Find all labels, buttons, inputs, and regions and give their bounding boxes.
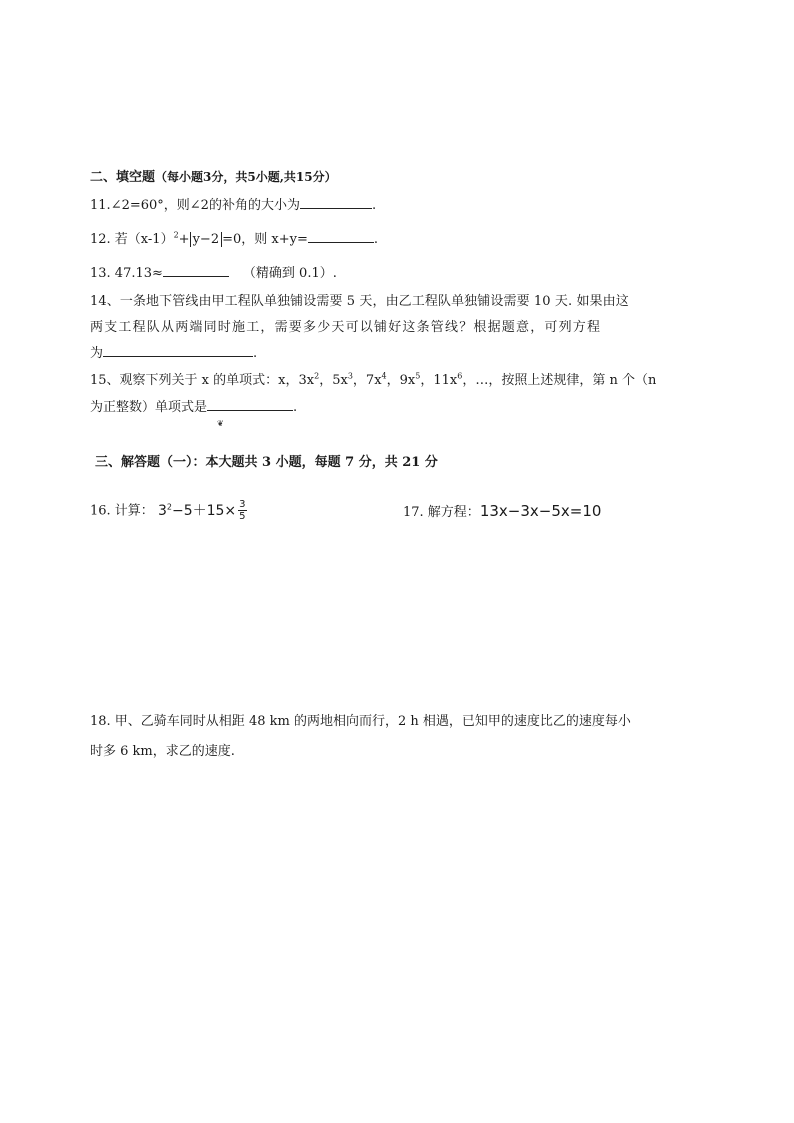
q17-label: 17. 解方程：	[403, 505, 480, 520]
question-12	[90, 228, 378, 247]
q12-plus: +	[178, 232, 190, 247]
section-2-heading	[90, 166, 337, 185]
q12-end: .	[373, 232, 378, 247]
q12-rest: =0，则 x+y=	[222, 232, 308, 247]
q16-expr: −5＋15×	[171, 502, 237, 519]
q16-expression	[157, 499, 247, 522]
q14-answer-blank[interactable]	[103, 344, 253, 357]
q14-prefix: 为	[90, 346, 104, 361]
q14-end: .	[253, 346, 258, 361]
q15-exp-2: 3	[347, 371, 353, 381]
q15-term-5: 11x	[433, 373, 458, 388]
q11-end: .	[371, 198, 377, 213]
q15-line-2-prefix: 为正整数）单项式是	[90, 400, 208, 415]
q16-fraction-denominator: 5	[239, 511, 246, 522]
q13-note: （精确到 0.1）.	[242, 266, 337, 281]
q15-suffix: ，…，按照上述规律，第 n 个（n	[462, 373, 657, 388]
q13-text: 13. 47.13≈	[90, 266, 163, 281]
section-2-title: 二、填空题	[90, 170, 156, 185]
q15-answer-blank[interactable]	[207, 398, 293, 411]
q15-exp-3: 4	[381, 371, 387, 381]
q17-expression: 13x−3x−5x=10	[479, 502, 602, 520]
q12-exponent: 2	[173, 230, 179, 240]
question-14-line-2: 两支工程队从两端同时施工，需要多少天可以铺好这条管线？根据题意，可列方程	[90, 320, 602, 335]
q16-base: 3	[157, 502, 167, 519]
q15-exp-5: 6	[457, 371, 463, 381]
question-18-line-1: 18. 甲、乙骑车同时从相距 48 km 的两地相向而行，2 h 相遇，已知甲的速度比乙的速度每小	[90, 714, 631, 729]
q12-answer-blank[interactable]	[308, 230, 374, 243]
q12-absolute-value: y−2	[190, 232, 223, 247]
q16-fraction-numerator: 3	[239, 499, 246, 510]
q12-prefix: 12. 若（x-1）	[90, 232, 174, 247]
q15-exp-1: 2	[314, 371, 320, 381]
q16-fraction	[238, 499, 246, 522]
question-16	[90, 499, 247, 522]
question-14-line-1: 14、一条地下管线由甲工程队单独铺设需要 5 天，由乙工程队单独铺设需要 10 天. 如果由这	[90, 294, 629, 309]
q15-term-3: 7x	[365, 373, 382, 388]
question-15-line-1: 15、观察下列关于 x 的单项式：x，$3x^2$，$5x^3$，$7x^4$，$9x^5$，$11x^6$，…，按照上述规律，第 n 个（n	[90, 371, 657, 388]
question-15-line-2	[90, 396, 297, 415]
q15-exp-4: 5	[415, 371, 421, 381]
question-18-line-2: 时多 6 km，求乙的速度.	[90, 744, 235, 759]
q15-term-4: 9x	[399, 373, 416, 388]
q15-term-2: 5x	[332, 373, 348, 388]
q16-exponent: 2	[166, 501, 172, 511]
question-11	[90, 194, 376, 213]
ink-speck: ❦	[217, 419, 224, 428]
q16-label: 16. 计算：	[90, 503, 154, 519]
question-14-line-3	[90, 342, 257, 361]
section-2-note: （每小题3分，共5小题,共15分）	[155, 170, 337, 184]
q15-term-1: 3x	[298, 373, 315, 388]
q11-answer-blank[interactable]	[300, 196, 372, 209]
q15-end: .	[293, 400, 298, 415]
q13-answer-blank[interactable]	[163, 264, 229, 277]
section-3-heading: 三、解答题（一）：本大题共 3 小题，每题 7 分，共 21 分	[95, 455, 438, 470]
question-13	[90, 262, 337, 281]
q11-number: 11.	[90, 198, 111, 213]
q15-prefix: 15、观察下列关于 x 的单项式：x，	[90, 373, 299, 388]
question-17	[403, 501, 601, 520]
q11-text: ∠2=60°，则∠2的补角的大小为	[110, 198, 300, 213]
